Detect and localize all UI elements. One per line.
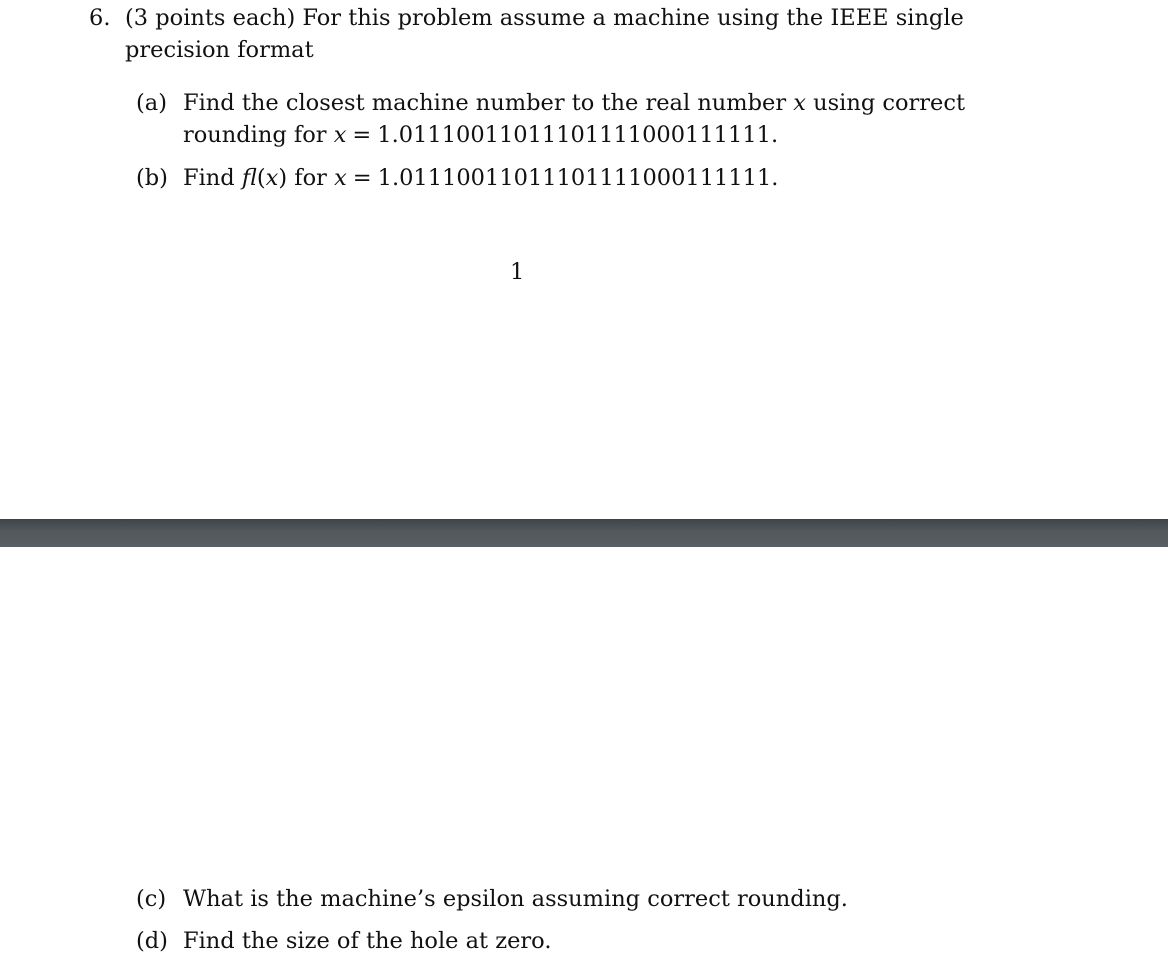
problem-statement-line-1: (3 points each) For this problem assume a machine using the IEEE single	[125, 5, 964, 31]
part-c-label: (c)	[136, 886, 167, 912]
page-number: 1	[510, 259, 525, 285]
part-a-text: Find the closest machine number to the real number	[183, 90, 794, 116]
part-b-x-variable: x	[334, 165, 347, 191]
part-b-binary-value: 1.01110011011101111000111111.	[377, 165, 779, 191]
part-b-paren-close: )	[278, 165, 288, 191]
part-a-text-tail: using correct	[805, 90, 966, 116]
part-a-variable: x	[793, 90, 806, 116]
page-separator	[0, 519, 1168, 547]
part-b-paren-open: (	[256, 165, 266, 191]
part-c-text: What is the machine’s epsilon assuming correct rounding.	[183, 886, 848, 912]
part-a-label: (a)	[136, 90, 167, 116]
part-d-label: (d)	[136, 928, 168, 954]
part-a-line-2	[183, 120, 778, 150]
part-b-line	[183, 163, 778, 193]
part-a-equals: =	[352, 122, 372, 148]
part-b-for-text: for	[287, 165, 335, 191]
part-d-text: Find the size of the hole at zero.	[183, 928, 552, 954]
part-a-line-1	[183, 88, 965, 118]
part-b-label: (b)	[136, 165, 168, 191]
part-a-x-variable: x	[333, 122, 347, 148]
part-b-fl-function: fl	[241, 165, 257, 191]
part-a-binary-value: 1.01110011011101111000111111.	[377, 122, 779, 148]
problem-statement-line-2: precision format	[125, 37, 314, 63]
problem-number: 6.	[89, 5, 111, 31]
part-b-find-text: Find	[183, 165, 242, 191]
part-a-rounding-text: rounding for	[183, 122, 334, 148]
part-b-equals: =	[352, 165, 372, 191]
part-b-arg-variable: x	[265, 165, 279, 191]
